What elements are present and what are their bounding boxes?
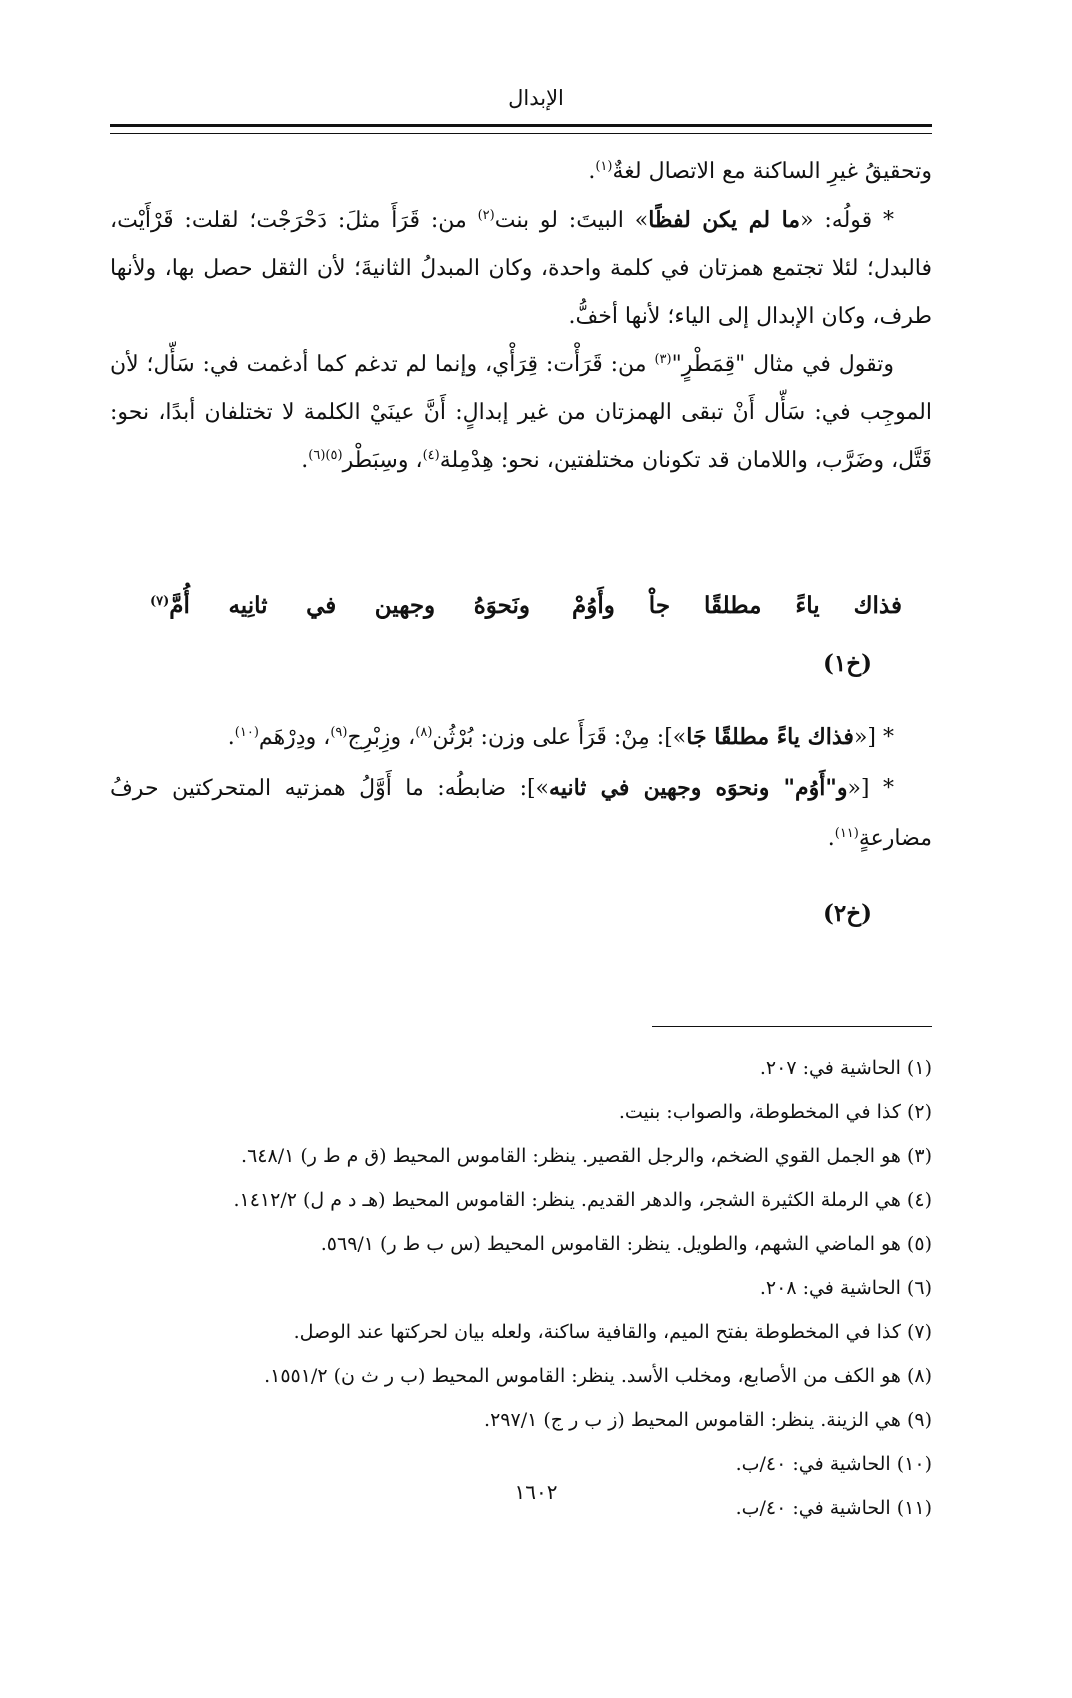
header-rule-thin: [110, 133, 932, 134]
footnote-item: (٦) الحاشية في: ٢٠٨.: [759, 1277, 932, 1299]
manuscript-code-2: (خ٢): [823, 900, 872, 927]
paragraph-1: وتحقيقُ غيرِ الساكنة مع الاتصال لغةٌ$^{(١)}$.: [588, 159, 932, 184]
paragraph-2: * قولُه: «ما لم يكن لفظًا» البيتَ: لو بنت$^{(٢)}$ من: قَرَأَ مثلَ: دَحْرَجْت؛ لقلت: قَرْأَيْت، فالبدل؛ لئلا تجتمع همزتان في كلمة واحدة، وكان المبدلُ الثانيةَ؛ لأن الثقل حصل بها، ولأنها طرف، وكان الإبدال إلى الياء؛ لأنها أخفُّ.: [110, 207, 932, 329]
footnote-item: (١٠) الحاشية في: ٤٠/ب.: [735, 1453, 932, 1475]
verse-hemistich-2: ونَحوَهُ وجهين في ثانِيه أُمَّ$^{(٧)}$: [150, 592, 530, 619]
paragraph-5: * [«و"أَوُم" ونحوَه وجهين في ثانيه»]: ضابطُه: ما أَوَّلُ همزتيه المتحركتين حرفُ مضارعةٍ$^{(١١)}$.: [110, 775, 932, 851]
quoted-verse-fragment: ما لم يكن لفظًا: [648, 207, 801, 233]
main-text: [110, 148, 932, 485]
footnote-ref-8: (٨): [415, 725, 433, 740]
running-header: الإبدال: [508, 86, 564, 110]
footnote-ref-4: (٤): [422, 448, 440, 463]
quoted-verse-fragment: و"أَوُم" ونحوَه وجهين في ثانيه: [549, 775, 848, 801]
manuscript-code-1: (خ١): [823, 650, 872, 677]
header-rule-thick: [110, 124, 932, 127]
footnote-ref-7: (٧): [150, 594, 170, 609]
page-number: ١٦٠٢: [514, 1480, 558, 1504]
footnote-ref-5-6: (٥)(٦): [308, 448, 343, 463]
commentary-text: [110, 712, 932, 864]
footnote-ref-9: (٩): [330, 725, 348, 740]
footnote-item: (٣) هو الجمل القوي الضخم، والرجل القصير. ينظر: القاموس المحيط (ق م ط ر) ٦٤٨/١.: [241, 1145, 932, 1167]
footnote-item: (١١) الحاشية في: ٤٠/ب.: [735, 1497, 932, 1519]
verse-hemistich-1: فذاك ياءً مطلقًا جاْ وأَوُمْ: [572, 592, 902, 619]
quoted-verse-fragment: فذاك ياءً مطلقًا جَا: [686, 724, 854, 750]
footnote-item: (١) الحاشية في: ٢٠٧.: [759, 1057, 932, 1079]
footnote-ref-1: (١): [595, 159, 613, 174]
footnotes: [110, 1046, 932, 1530]
footnote-ref-2: (٢): [477, 208, 495, 223]
footnote-item: (٩) هي الزينة. ينظر: القاموس المحيط (ز ب ر ج) ٢٩٧/١.: [484, 1409, 932, 1431]
footnote-separator: [652, 1026, 932, 1027]
footnote-ref-3: (٣): [654, 352, 672, 367]
paragraph-3: وتقول في مثال "قِمَطْرٍ"$^{(٣)}$ من: قَرَأْت: قِرَأْي، وإنما لم تدغم كما أدغمت في: سَأّل؛ لأن الموجِب في: سَأّل أَنْ تبقى الهمزتان من غير إبدالٍ: أَنَّ عينَيْ الكلمة لا تختلفان أبدًا، نحو: قَتَّل، وضَرَّب، واللامان قد تكونان مختلفتين، نحو: هِدْمِلة$^{(٤)}$، وسِبَطْر$^{(٥)(٦)}$.: [110, 352, 932, 473]
footnote-ref-11: (١١): [834, 826, 859, 841]
footnote-item: (٥) هو الماضي الشهم، والطويل. ينظر: القاموس المحيط (س ب ط ر) ٥٦٩/١.: [320, 1233, 932, 1255]
footnote-ref-10: (١٠): [234, 725, 259, 740]
verse-line: [150, 592, 902, 642]
footnote-item: (٧) كذا في المخطوطة بفتح الميم، والقافية ساكنة، ولعله بيان لحركتها عند الوصل.: [293, 1321, 932, 1343]
footnote-item: (٢) كذا في المخطوطة، والصواب: بنيت.: [618, 1101, 932, 1123]
footnote-item: (٨) هو الكف من الأصابع، ومخلب الأسد. ينظر: القاموس المحيط (ب ر ث ن) ١٥٥١/٢.: [264, 1365, 932, 1387]
footnote-item: (٤) هي الرملة الكثيرة الشجر، والدهر القديم. ينظر: القاموس المحيط (هـ د م ل) ١٤١٢/٢.: [233, 1189, 932, 1211]
paragraph-4: * [«فذاك ياءً مطلقًا جَا»]: مِنْ: قَرَأَ على وزن: بُرْثُن$^{(٨)}$، وزِبْرِج$^{(٩)}$، ودِرْهَم$^{(١٠)}$.: [227, 724, 894, 750]
